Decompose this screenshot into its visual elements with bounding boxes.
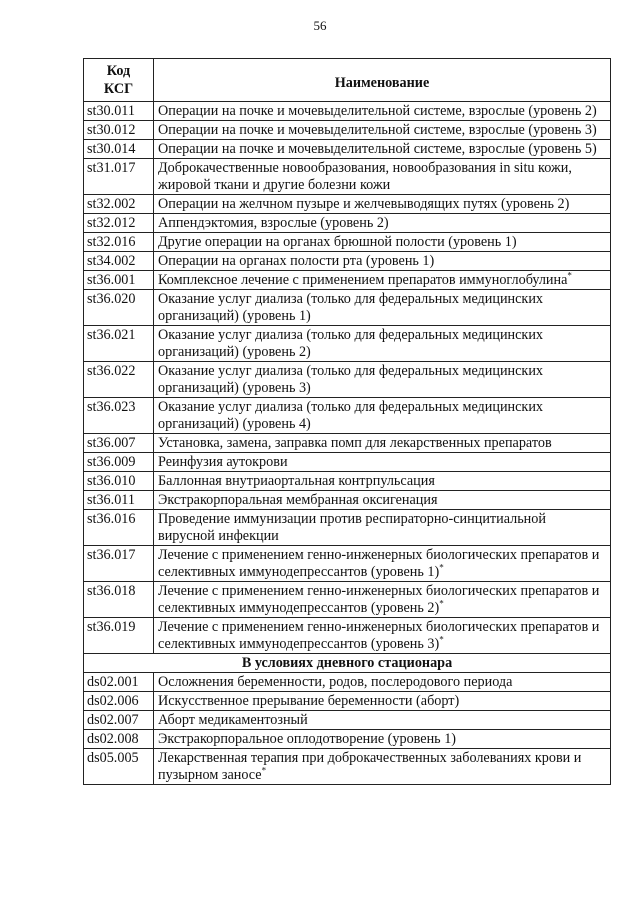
ksg-name-cell: [154, 214, 611, 233]
ksg-name-cell: [154, 749, 611, 785]
ksg-name: Операции на почке и мочевыделительной системе, взрослые (уровень 3): [158, 122, 597, 138]
page-number: 56: [313, 18, 327, 33]
section-row: [84, 654, 611, 673]
ksg-name-cell: [154, 159, 611, 195]
code-column-header: [84, 59, 154, 102]
ksg-code: st36.016: [84, 510, 154, 546]
ksg-name-cell: [154, 618, 611, 654]
ksg-name-cell: [154, 453, 611, 472]
ksg-name: Искусственное прерывание беременности (аборт): [158, 693, 460, 709]
ksg-name-cell: [154, 233, 611, 252]
table-row: [84, 673, 611, 692]
ksg-code: st32.012: [84, 214, 154, 233]
ksg-code: st36.022: [84, 362, 154, 398]
ksg-name: Лечение с применением генно-инженерных биологических препаратов и селективных иммунодепрессантов (уровень 3): [158, 619, 600, 652]
ksg-name-cell: [154, 140, 611, 159]
ksg-code: ds02.008: [84, 730, 154, 749]
ksg-name-cell: [154, 398, 611, 434]
section-title: В условиях дневного стационара: [84, 654, 611, 673]
ksg-name-cell: [154, 434, 611, 453]
footnote-asterisk: *: [439, 562, 444, 573]
ksg-code: st36.010: [84, 472, 154, 491]
ksg-code: st30.014: [84, 140, 154, 159]
ksg-name: Оказание услуг диализа (только для федеральных медицинских организаций) (уровень 3): [158, 363, 544, 396]
ksg-code: ds05.005: [84, 749, 154, 785]
ksg-name-cell: [154, 546, 611, 582]
ksg-name: Операции на органах полости рта (уровень 1): [158, 253, 435, 269]
ksg-code: st32.002: [84, 195, 154, 214]
ksg-name: Аппендэктомия, взрослые (уровень 2): [158, 215, 389, 231]
ksg-name-cell: [154, 271, 611, 290]
ksg-code: st36.023: [84, 398, 154, 434]
table-row: [84, 326, 611, 362]
table-row: [84, 290, 611, 326]
code-header-line2: КСГ: [103, 81, 134, 97]
ksg-code: st34.002: [84, 252, 154, 271]
ksg-name-cell: [154, 730, 611, 749]
table-header-row: [84, 59, 611, 102]
ksg-code: st36.020: [84, 290, 154, 326]
table-row: [84, 140, 611, 159]
table-row: [84, 510, 611, 546]
ksg-name: Оказание услуг диализа (только для федеральных медицинских организаций) (уровень 4): [158, 399, 544, 432]
ksg-code: st36.019: [84, 618, 154, 654]
footnote-asterisk: *: [261, 765, 267, 776]
ksg-code: st36.007: [84, 434, 154, 453]
table-row: [84, 546, 611, 582]
ksg-name-cell: [154, 326, 611, 362]
footnote-asterisk: *: [439, 634, 444, 645]
table-row: [84, 749, 611, 785]
ksg-name-cell: [154, 472, 611, 491]
name-column-header: Наименование: [154, 59, 611, 102]
ksg-code: st32.016: [84, 233, 154, 252]
ksg-name-cell: [154, 673, 611, 692]
table-row: [84, 453, 611, 472]
ksg-code: st36.018: [84, 582, 154, 618]
ksg-code: st30.011: [84, 102, 154, 121]
table-row: [84, 252, 611, 271]
table-row: [84, 711, 611, 730]
ksg-table: [83, 58, 611, 785]
ksg-name-cell: [154, 252, 611, 271]
ksg-name: Операции на почке и мочевыделительной системе, взрослые (уровень 5): [158, 141, 597, 157]
ksg-code: st36.001: [84, 271, 154, 290]
ksg-name: Проведение иммунизации против респираторно-синцитиальной вирусной инфекции: [158, 511, 546, 544]
table-row: [84, 271, 611, 290]
table-row: [84, 121, 611, 140]
ksg-name-cell: [154, 195, 611, 214]
ksg-code: st31.017: [84, 159, 154, 195]
table-body: [84, 102, 611, 785]
ksg-name-cell: [154, 491, 611, 510]
ksg-name: Операции на желчном пузыре и желчевыводящих путях (уровень 2): [158, 196, 570, 212]
ksg-code: ds02.006: [84, 692, 154, 711]
ksg-name: Комплексное лечение с применением препаратов иммуноглобулина: [158, 272, 568, 288]
ksg-name: Другие операции на органах брюшной полости (уровень 1): [158, 234, 517, 250]
ksg-name-cell: [154, 362, 611, 398]
ksg-name-cell: [154, 510, 611, 546]
ksg-name: Лечение с применением генно-инженерных биологических препаратов и селективных иммунодепрессантов (уровень 2): [158, 583, 600, 616]
ksg-name-cell: [154, 711, 611, 730]
ksg-name: Лечение с применением генно-инженерных биологических препаратов и селективных иммунодепрессантов (уровень 1): [158, 547, 600, 580]
table-row: [84, 730, 611, 749]
ksg-code: ds02.001: [84, 673, 154, 692]
ksg-name: Операции на почке и мочевыделительной системе, взрослые (уровень 2): [158, 103, 597, 119]
table-row: [84, 398, 611, 434]
ksg-name: Оказание услуг диализа (только для федеральных медицинских организаций) (уровень 1): [158, 291, 544, 324]
table-row: [84, 214, 611, 233]
footnote-asterisk: *: [567, 270, 572, 281]
ksg-name: Доброкачественные новообразования, новообразования in situ кожи, жировой ткани и другие болезни кожи: [158, 160, 572, 193]
table-row: [84, 472, 611, 491]
footnote-asterisk: *: [439, 598, 444, 609]
table-row: [84, 195, 611, 214]
ksg-name: Экстракорпоральная мембранная оксигенация: [158, 492, 438, 508]
table-row: [84, 434, 611, 453]
table-row: [84, 102, 611, 121]
table-row: [84, 233, 611, 252]
ksg-name: Осложнения беременности, родов, послеродового периода: [158, 674, 513, 690]
ksg-name: Баллонная внутриаортальная контрпульсация: [158, 473, 435, 489]
table-row: [84, 362, 611, 398]
table-row: [84, 618, 611, 654]
ksg-name-cell: [154, 692, 611, 711]
ksg-code: st30.012: [84, 121, 154, 140]
ksg-name: Аборт медикаментозный: [158, 712, 308, 728]
ksg-name-cell: [154, 102, 611, 121]
ksg-name-cell: [154, 582, 611, 618]
table-row: [84, 582, 611, 618]
table-row: [84, 692, 611, 711]
ksg-code: st36.011: [84, 491, 154, 510]
ksg-name-cell: [154, 290, 611, 326]
ksg-name-cell: [154, 121, 611, 140]
code-header-line1: Код: [106, 63, 131, 79]
table-row: [84, 491, 611, 510]
ksg-code: ds02.007: [84, 711, 154, 730]
ksg-code: st36.017: [84, 546, 154, 582]
ksg-name: Экстракорпоральное оплодотворение (уровень 1): [158, 731, 457, 747]
ksg-code: st36.021: [84, 326, 154, 362]
table-row: [84, 159, 611, 195]
ksg-code: st36.009: [84, 453, 154, 472]
ksg-name: Установка, замена, заправка помп для лекарственных препаратов: [158, 435, 552, 451]
ksg-name: Оказание услуг диализа (только для федеральных медицинских организаций) (уровень 2): [158, 327, 544, 360]
ksg-name: Реинфузия аутокрови: [158, 454, 288, 470]
ksg-name: Лекарственная терапия при доброкачественных заболеваниях крови и пузырном заносе: [158, 750, 582, 783]
